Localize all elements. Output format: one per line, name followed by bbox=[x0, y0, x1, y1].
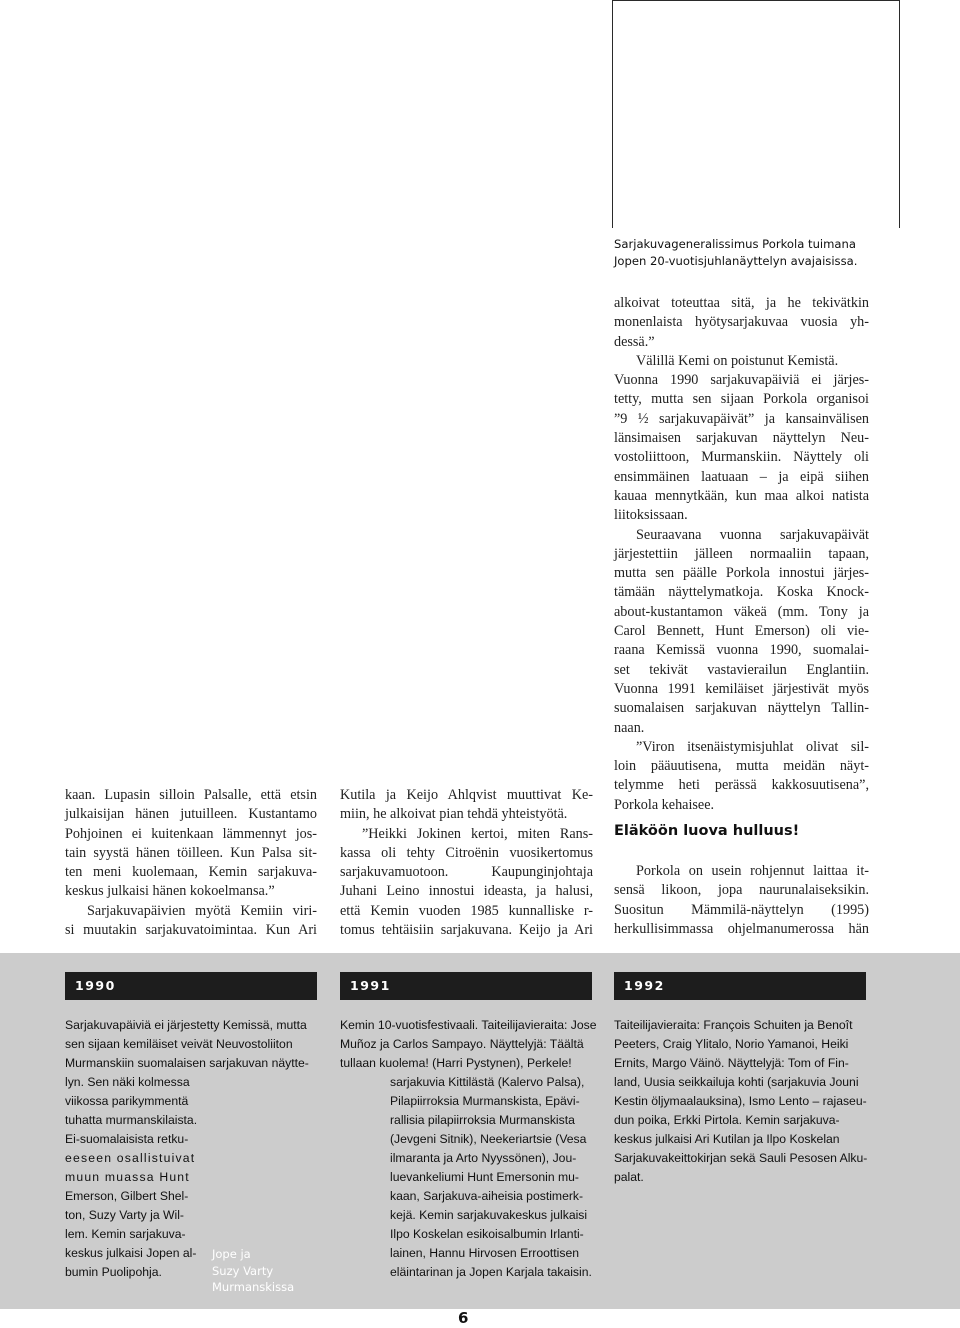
article-column-1 bbox=[65, 786, 317, 940]
text-line: loin pääuutisena, mutta meidän näyt- bbox=[614, 758, 869, 775]
text-line: Vuonna 1990 sarjakuvapäiviä ei järjes- bbox=[614, 372, 869, 389]
photo-caption-line: Jopen 20-vuotisjuhlanäyttelyn avajaisissa. bbox=[614, 253, 858, 268]
text-line: Seuraavana vuonna sarjakuvapäivät bbox=[636, 526, 869, 543]
text-line: tain syystä hänen töilleen. Kun Palsa sit- bbox=[65, 844, 317, 861]
text-line: Sarjakuvapäivien myötä Kemiin viri- bbox=[87, 902, 317, 919]
timeline-line: Emerson, Gilbert Shel- bbox=[65, 1189, 189, 1203]
text-line: sarjakuvamuotoon. Kaupunginjohtaja bbox=[340, 864, 593, 881]
timeline-line: ilmaranta ja Arto Nyyssönen), Jou- bbox=[390, 1151, 577, 1165]
section-heading: Eläköön luova hulluus! bbox=[614, 823, 800, 839]
text-line: tomus tehtäisiin sarjakuvana. Keijo ja Ari bbox=[340, 922, 593, 939]
timeline-line: tullaan kuolema! (Harri Pystynen), Perkele! bbox=[340, 1056, 572, 1070]
text-line: herkullisimmassa ohjelmanumerossa hän bbox=[614, 920, 869, 937]
text-line: ten meni kuolemaan, Kemin sarjakuva- bbox=[65, 864, 317, 881]
text-line: keskus julkaisi hänen kokoelmansa.” bbox=[65, 883, 275, 900]
article-column-2 bbox=[340, 786, 593, 940]
text-line: monenlaista hyötysarjakuvaa vuosia yh- bbox=[614, 314, 869, 331]
timeline-line: (Jevgeni Sitnik), Neekeriartsie (Vesa bbox=[390, 1132, 587, 1146]
text-line: mutta sen päälle Porkola innostui järjes- bbox=[614, 565, 869, 582]
timeline-line: Taiteilijavieraita: François Schuiten ja Benoît bbox=[614, 1018, 853, 1032]
text-line: järjestettiin jälleen normaaliin tapaan, bbox=[614, 545, 869, 562]
timeline-1992-text bbox=[614, 1016, 879, 1187]
timeline-line: Ei-suomalaisista retku- bbox=[65, 1132, 189, 1146]
text-line: Juhani Leino innostui ideasta, ja halusi, bbox=[340, 883, 593, 900]
band-photo-caption bbox=[212, 1246, 294, 1296]
text-line: kassa oli tehty Citroënin vuosikertomus bbox=[340, 844, 593, 861]
text-line: naan. bbox=[614, 719, 645, 736]
year-label-1990: 1990 bbox=[65, 972, 317, 1000]
text-line: suomalaisen sarjakuvan näyttelyn Tallin- bbox=[614, 700, 869, 717]
timeline-line: bumin Puolipohja. bbox=[65, 1265, 162, 1279]
text-line: tetty, mutta sen sijaan Porkola organisoi bbox=[614, 391, 869, 408]
timeline-line: muun muassa Hunt bbox=[65, 1170, 190, 1184]
timeline-1990-text bbox=[65, 1016, 323, 1282]
timeline-line: tuhatta murmanskilaista. bbox=[65, 1113, 198, 1127]
timeline-line: land, Uusia seikkailuja kohti (sarjakuvia Jouni bbox=[614, 1075, 859, 1089]
text-line: tämään näyttelymatkoja. Koska Knock- bbox=[614, 584, 869, 601]
timeline-line: keskus julkaisi Jopen al- bbox=[65, 1246, 197, 1260]
timeline-line: kaan, Sarjakuva-aiheisia postimerk- bbox=[390, 1189, 584, 1203]
timeline-line: sarjakuvia Kittilästä (Kalervo Palsa), bbox=[390, 1075, 585, 1089]
timeline-line: lem. Kemin sarjakuva- bbox=[65, 1227, 186, 1241]
text-line: liitoksissaan. bbox=[614, 507, 688, 524]
text-line: si muutakin sarjakuvatoimintaa. Kun Ari bbox=[65, 922, 317, 939]
text-line: länsimaisen sarjakuvan näyttelyn Neu- bbox=[614, 430, 869, 447]
text-line: about-kustantamon väkeä (mm. Tony ja bbox=[614, 603, 869, 620]
timeline-line: sen sijaan kemiläiset veivät Neuvostoliiton bbox=[65, 1037, 293, 1051]
timeline-line: kejä. Kemin sarjakuvakeskus julkaisi bbox=[390, 1208, 588, 1222]
page-number: 6 bbox=[458, 1309, 469, 1327]
text-line: Kutila ja Keijo Ahlqvist muuttivat Ke- bbox=[340, 787, 593, 803]
timeline-line: eeseen osallistuivat bbox=[65, 1151, 196, 1165]
timeline-line: Sarjakuvapäiviä ei järjestetty Kemissä, mutta bbox=[65, 1018, 307, 1032]
article-column-3-continued bbox=[614, 862, 869, 939]
timeline-line: Peeters, Craig Ylitalo, Norio Yamanoi, Heiki bbox=[614, 1037, 849, 1051]
timeline-line: Ilpo Koskelan esikoisalbumin Irlanti- bbox=[390, 1227, 584, 1241]
text-line: kauaa mennytkään, kun maa alkoi natista bbox=[614, 487, 869, 504]
text-line: Suositun Mämmilä-näyttelyn (1995) bbox=[614, 901, 869, 918]
photo-frame-top bbox=[612, 0, 900, 1]
text-line: Porkola kehaisee. bbox=[614, 796, 715, 813]
timeline-line: Sarjakuvakeittokirjan sekä Sauli Pesosen Alku- bbox=[614, 1151, 868, 1165]
text-line: ”Viron itsenäistymisjuhlat olivat sil- bbox=[636, 738, 869, 755]
text-line: Pohjoinen ei kuitenkaan lämmennyt jos- bbox=[65, 825, 317, 842]
timeline-line: Murmanskiin suomalaisen sarjakuvan näytte- bbox=[65, 1056, 309, 1070]
text-line: ”Heikki Jokinen kertoi, miten Rans- bbox=[362, 825, 593, 842]
timeline-line: ton, Suzy Varty ja Wil- bbox=[65, 1208, 184, 1222]
timeline-line: lainen, Hannu Hirvosen Erroottisen bbox=[390, 1246, 580, 1260]
text-line: alkoivat toteuttaa sitä, ja he tekivätkin bbox=[614, 295, 869, 311]
text-line: Carol Bennett, Hunt Emerson) oli vie- bbox=[614, 623, 869, 640]
timeline-line: rallisia pilapiirroksia Murmanskista bbox=[390, 1113, 575, 1127]
band-caption-line: Suzy Varty bbox=[212, 1263, 274, 1278]
article-column-3 bbox=[614, 294, 869, 815]
text-line: vostoliittoon, Murmanskiin. Näyttely oli bbox=[614, 449, 869, 466]
text-line: miin, he alkoivat pian tehdä yhteistyötä. bbox=[340, 806, 568, 823]
text-line: kaan. Lupasin silloin Palsalle, että etsin bbox=[65, 787, 317, 803]
year-label-1992: 1992 bbox=[614, 972, 866, 1000]
band-caption-line: Jope ja bbox=[212, 1247, 251, 1261]
timeline-line: palat. bbox=[614, 1170, 644, 1184]
timeline-line: keskus julkaisi Ari Kutilan ja Ilpo Koskelan bbox=[614, 1132, 840, 1146]
text-line: että Kemin vuoden 1985 kunnalliske r- bbox=[340, 902, 593, 919]
text-line: raana Kemissä vuonna 1990, suomalai- bbox=[614, 642, 869, 659]
text-line: dessä.” bbox=[614, 333, 655, 350]
timeline-line: eläintarinan ja Jopen Karjala takaisin. bbox=[390, 1265, 592, 1279]
text-line: sensä likoon, jopa naurunalaiseksikin. bbox=[614, 882, 869, 899]
timeline-line: viikossa parikymmentä bbox=[65, 1094, 189, 1108]
text-line: Vuonna 1991 kemiläiset järjestivät myös bbox=[614, 680, 869, 697]
text-line: julkaisijan hänen jutuilleen. Kustantamo bbox=[65, 806, 317, 823]
text-line: Välillä Kemi on poistunut Kemistä. bbox=[636, 352, 839, 369]
photo-caption bbox=[614, 236, 914, 269]
text-line: ensimmäinen laatuaan – ja eipä siihen bbox=[614, 468, 869, 485]
timeline-line: Kestin öljymaalauksina), Ismo Lento – rajaseu- bbox=[614, 1094, 867, 1108]
text-line: Porkola on usein rohjennut laittaa it- bbox=[636, 863, 869, 879]
timeline-line: Muñoz ja Carlos Sampayo. Näyttelyjä: Täältä bbox=[340, 1037, 584, 1051]
band-caption-line: Murmanskissa bbox=[212, 1280, 295, 1294]
timeline-1991-text bbox=[340, 1016, 602, 1282]
timeline-line: Kemin 10-vuotisfestivaali. Taiteilijavieraita: Jose bbox=[340, 1018, 597, 1032]
text-line: ”9 ½ sarjakuvapäivät” ja kansainvälisen bbox=[614, 410, 869, 427]
text-line: telymme heti perässä kakkosuutisena”, bbox=[614, 777, 869, 794]
photo-frame-right bbox=[899, 0, 900, 228]
timeline-line: Pilapiirroksia Murmanskista, Epävi- bbox=[390, 1094, 580, 1108]
timeline-line: luevankeliumi Hunt Emersonin mu- bbox=[390, 1170, 579, 1184]
timeline-line: lyn. Sen näki kolmessa bbox=[65, 1075, 190, 1089]
timeline-line: Ernits, Margo Väinö. Näyttelyjä: Tom of Fin- bbox=[614, 1056, 849, 1070]
year-label-1991: 1991 bbox=[340, 972, 592, 1000]
timeline-line: dun poika, Erkki Pirtola. Kemin sarjakuva- bbox=[614, 1113, 840, 1127]
photo-caption-line: Sarjakuvageneralissimus Porkola tuimana bbox=[614, 237, 856, 251]
text-line: set tekivät vastavierailun Englantiin. bbox=[614, 661, 869, 678]
photo-frame-left bbox=[612, 0, 613, 228]
